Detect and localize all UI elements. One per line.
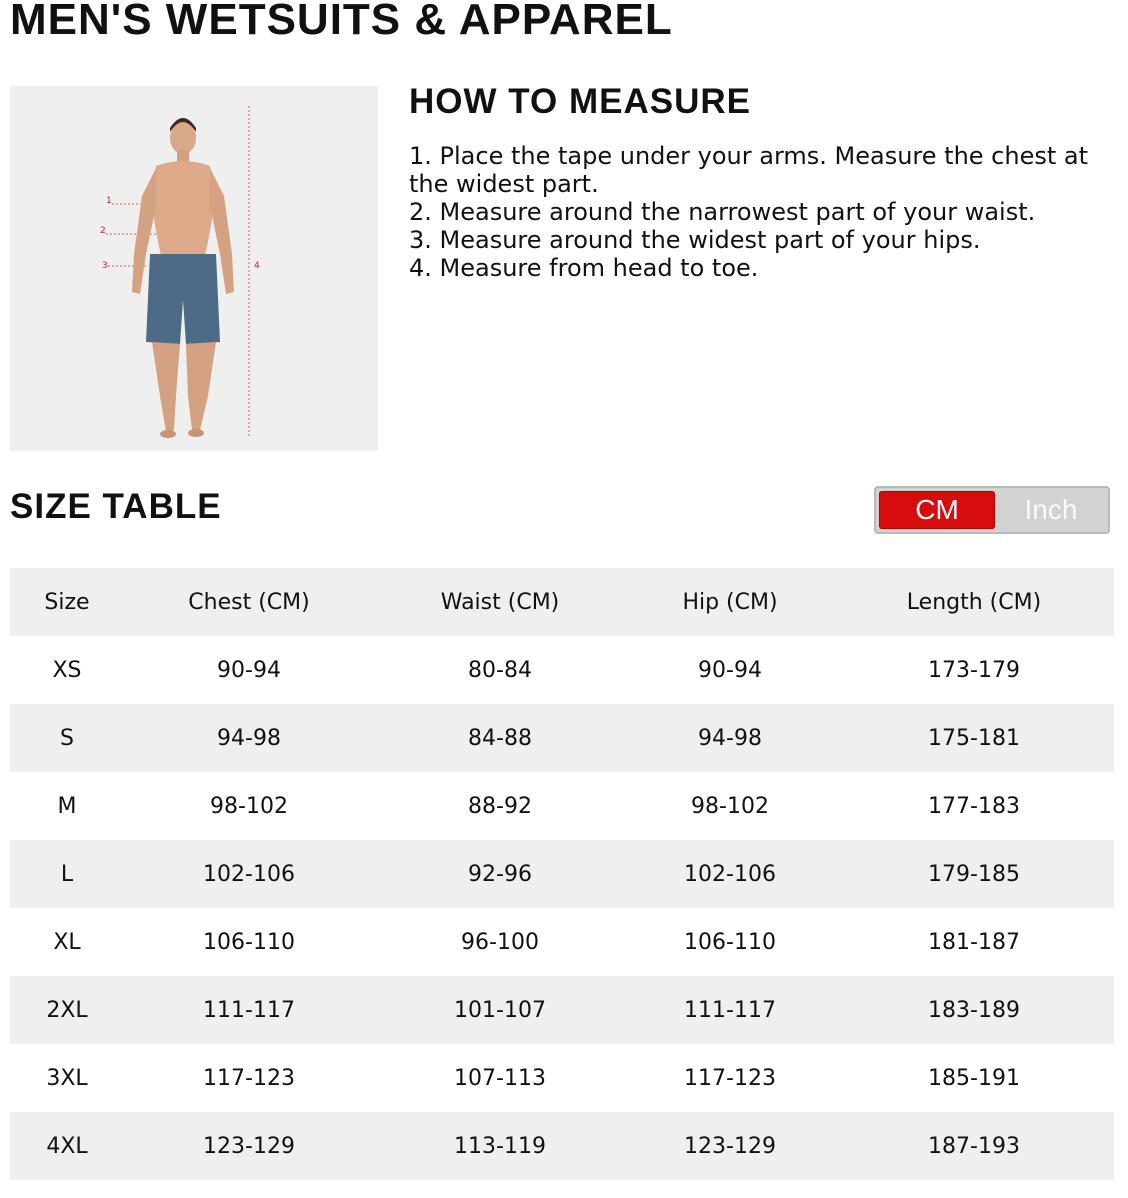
cell-waist: 84-88 bbox=[468, 725, 532, 751]
cell-hip: 90-94 bbox=[698, 657, 762, 683]
cell-waist: 107-113 bbox=[454, 1065, 546, 1091]
cell-waist: 96-100 bbox=[461, 929, 539, 955]
cell-size: XL bbox=[53, 929, 81, 955]
cell-waist: 88-92 bbox=[468, 793, 532, 819]
cell-length: 173-179 bbox=[928, 657, 1020, 683]
column-header-length: Length (CM) bbox=[906, 589, 1042, 615]
measure-step-chest: 1. Place the tape under your arms. Measure the chest at the widest part. bbox=[409, 142, 1089, 198]
unit-cm-button[interactable]: CM bbox=[879, 491, 995, 529]
cell-chest: 98-102 bbox=[210, 793, 288, 819]
size-table-heading: SIZE TABLE bbox=[10, 487, 222, 526]
measure-step-hips: 3. Measure around the widest part of your hips. bbox=[409, 226, 981, 254]
how-to-measure-heading: HOW TO MEASURE bbox=[409, 82, 751, 121]
cell-chest: 90-94 bbox=[217, 657, 281, 683]
measurement-figure bbox=[10, 86, 378, 451]
cell-waist: 80-84 bbox=[468, 657, 532, 683]
table-row bbox=[10, 840, 1114, 908]
cell-chest: 106-110 bbox=[203, 929, 295, 955]
cell-hip: 106-110 bbox=[684, 929, 776, 955]
cell-size: 3XL bbox=[46, 1065, 88, 1091]
cell-size: M bbox=[57, 793, 77, 819]
table-row bbox=[10, 704, 1114, 772]
size-table bbox=[10, 568, 1114, 1180]
cell-chest: 111-117 bbox=[203, 997, 295, 1023]
column-header-hip: Hip (CM) bbox=[682, 589, 778, 615]
cell-size: 2XL bbox=[46, 997, 88, 1023]
table-row bbox=[10, 636, 1114, 704]
cell-length: 179-185 bbox=[928, 861, 1020, 887]
cell-size: XS bbox=[52, 657, 82, 683]
cell-length: 181-187 bbox=[928, 929, 1020, 955]
marker-chest: 1 bbox=[106, 196, 112, 206]
model-measurement-photo-icon bbox=[10, 86, 378, 451]
cell-length: 183-189 bbox=[928, 997, 1020, 1023]
table-row bbox=[10, 1044, 1114, 1112]
column-header-size: Size bbox=[44, 589, 90, 615]
cell-length: 175-181 bbox=[928, 725, 1020, 751]
cell-size: L bbox=[60, 861, 74, 887]
table-row bbox=[10, 976, 1114, 1044]
cell-length: 185-191 bbox=[928, 1065, 1020, 1091]
cell-chest: 117-123 bbox=[203, 1065, 295, 1091]
cell-chest: 94-98 bbox=[217, 725, 281, 751]
marker-hip: 3 bbox=[102, 261, 108, 271]
unit-toggle[interactable] bbox=[874, 486, 1110, 534]
cell-hip: 98-102 bbox=[691, 793, 769, 819]
cell-hip: 123-129 bbox=[684, 1133, 776, 1159]
how-to-measure-steps bbox=[409, 142, 1109, 282]
cell-waist: 92-96 bbox=[468, 861, 532, 887]
marker-length: 4 bbox=[254, 261, 260, 271]
marker-waist: 2 bbox=[100, 226, 106, 236]
cell-length: 187-193 bbox=[928, 1133, 1020, 1159]
cell-hip: 117-123 bbox=[684, 1065, 776, 1091]
table-row bbox=[10, 1112, 1114, 1180]
column-header-chest: Chest (CM) bbox=[188, 589, 310, 615]
table-row bbox=[10, 772, 1114, 840]
measure-step-waist: 2. Measure around the narrowest part of your waist. bbox=[409, 198, 1036, 226]
cell-size: S bbox=[60, 725, 74, 751]
measure-step-length: 4. Measure from head to toe. bbox=[409, 254, 759, 282]
cell-hip: 111-117 bbox=[684, 997, 776, 1023]
cell-hip: 94-98 bbox=[698, 725, 762, 751]
cell-hip: 102-106 bbox=[684, 861, 776, 887]
cell-size: 4XL bbox=[46, 1133, 88, 1159]
cell-chest: 102-106 bbox=[203, 861, 295, 887]
cell-waist: 101-107 bbox=[454, 997, 546, 1023]
unit-inch-button[interactable]: Inch bbox=[1024, 494, 1078, 525]
cell-waist: 113-119 bbox=[454, 1133, 546, 1159]
cell-chest: 123-129 bbox=[203, 1133, 295, 1159]
page-title: MEN'S WETSUITS & APPAREL bbox=[10, 0, 673, 44]
cell-length: 177-183 bbox=[928, 793, 1020, 819]
table-header-row bbox=[10, 568, 1114, 636]
column-header-waist: Waist (CM) bbox=[440, 589, 560, 615]
table-row bbox=[10, 908, 1114, 976]
